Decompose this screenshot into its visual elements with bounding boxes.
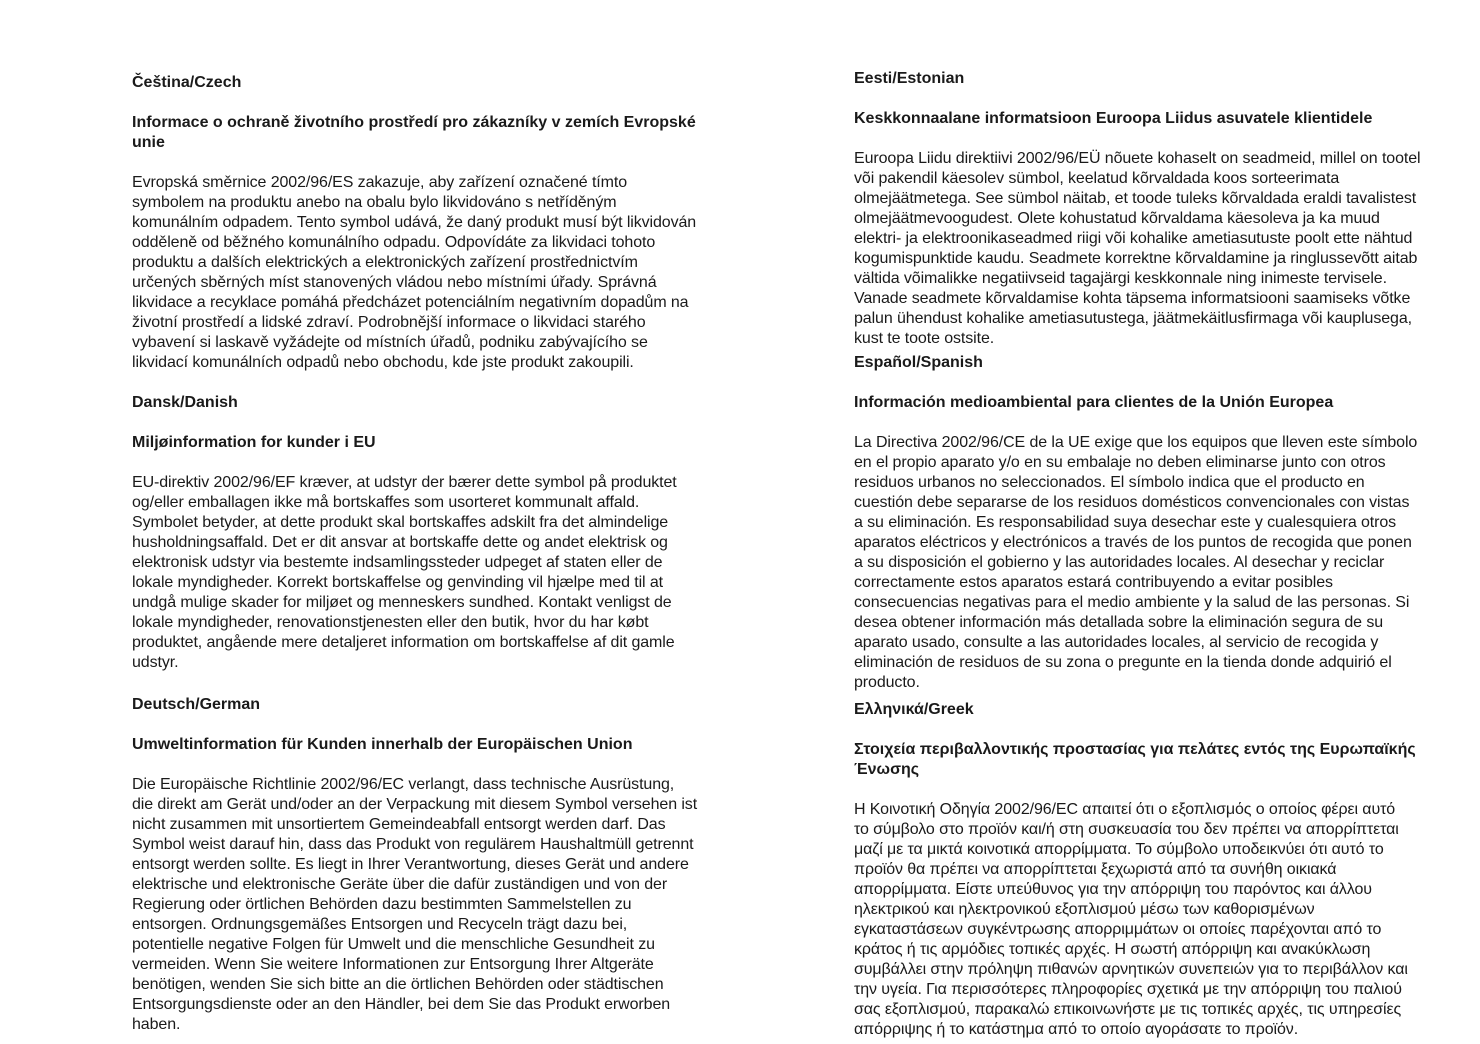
language-title: Dansk/Danish <box>132 394 238 411</box>
section-body: Euroopa Liidu direktiivi 2002/96/EÜ nõuete kohaselt on seadmeid, millel on tootel või pakendil käesolev sümbol, keelatud kõrvaldada koos sorteerimata olmejäätmetega. See sümbol näitab, et toode tuleks kõrvaldada eraldi tavalistest olmejäätmevoogudest. Olete kohustatud kõrvaldama käesoleva ja ka muud elektri- ja elektroonikaseadmed riigi või kohalike ametiasutuste poolt ette nähtud kogumispunktide kaudu. Seadmete korrektne kõrvaldamine ja ringlussevõtt aitab vältida võimalikke negatiivseid tagajärgi keskkonnale ning inimeste tervisele. Vanade seadmete kõrvaldamise kohta täpsema informatsiooni saamiseks võtke palun ühendust kohalike ametiasutustega, jäätmekäitlusfirmaga või kauplusega, kust te toote ostsite. <box>854 150 1421 347</box>
language-title: Deutsch/German <box>132 696 261 713</box>
section-heading: Informace o ochraně životního prostředí pro zákazníky v zemích Evropské unie <box>132 114 696 151</box>
section-spanish <box>854 353 1480 693</box>
language-title: Ελληνικά/Greek <box>854 701 974 718</box>
section-estonian <box>854 69 1480 349</box>
section-heading: Miljøinformation for kunder i EU <box>132 434 376 451</box>
section-body: La Directiva 2002/96/CE de la UE exige que los equipos que lleven este símbolo en el propio aparato y/o en su embalaje no deben eliminarse junto con otros residuos urbanos no seleccionados. El símbolo indica que el producto en cuestión debe separarse de los residuos domésticos convencionales con vistas a su eliminación. Es responsabilidad suya desechar este y cualesquiera otros aparatos eléctricos y electrónicos a través de los puntos de recogida que ponen a su disposición el gobierno y las autoridades locales. Al desechar y reciclar correctamente estos aparatos estará contribuyendo a evitar posibles consecuencias negativas para el medio ambiente y la salud de las personas. Si desea obtener información más detallada sobre la eliminación segura de su aparato usado, consulte a las autoridades locales, al servicio de recogida y eliminación de residuos de su zona o pregunte en la tienda donde adquirió el producto. <box>854 434 1418 691</box>
section-czech <box>132 73 760 373</box>
section-body: Evropská směrnice 2002/96/ES zakazuje, aby zařízení označené tímto symbolem na produktu anebo na obalu bylo likvidováno s netříděným komunálním odpadem. Tento symbol udává, že daný produkt musí být likvidován odděleně od běžného komunálního odpadu. Odpovídáte za likvidaci tohoto produktu a dalších elektrických a elektronických zařízení prostřednictvím určených sběrných míst stanovených vládou nebo místními úřady. Správná likvidace a recyklace pomáhá předcházet potenciálním negativním dopadům na životní prostředí a lidské zdraví. Podrobnější informace o likvidaci starého vybavení si laskavě vyžádejte od místních úřadů, podniku zabývajícího se likvidací komunálních odpadů nebo obchodu, kde jste produkt zakoupili. <box>132 174 697 371</box>
section-heading: Στοιχεία περιβαλλοντικής προστασίας για πελάτες εντός της Ευρωπαϊκής Ένωσης <box>854 741 1416 778</box>
section-greek <box>854 700 1480 1040</box>
language-title: Eesti/Estonian <box>854 70 965 87</box>
section-body: EU-direktiv 2002/96/EF kræver, at udstyr der bærer dette symbol på produktet og/eller emballagen ikke må bortskaffes som usorteret kommunalt affald. Symbolet betyder, at dette produkt skal bortskaffes adskilt fra det almindelige husholdningsaffald. Det er dit ansvar at bortskaffe dette og andet elektrisk og elektronisk udstyr via bestemte indsamlingssteder udpeget af staten eller de lokale myndigheder. Korrekt bortskaffelse og genvinding vil hjælpe med til at undgå mulige skader for miljøet og menneskers sundhed. Kontakt venligst de lokale myndigheder, renovationstjenesten eller den butik, hvor du har købt produktet, angående mere detaljeret information om bortskaffelse af dit gamle udstyr. <box>132 474 677 671</box>
section-heading: Información medioambiental para clientes de la Unión Europea <box>854 394 1334 411</box>
section-heading: Umweltinformation für Kunden innerhalb der Europäischen Union <box>132 736 633 753</box>
section-body: Η Κοινοτική Οδηγία 2002/96/EC απαιτεί ότι ο εξοπλισμός ο οποίος φέρει αυτό το σύμβολο στο προϊόν και/ή στη συσκευασία του δεν πρέπει να απορρίπτεται μαζί με τα μικτά κοινοτικά απορρίμματα. Το σύμβολο υποδεικνύει ότι αυτό το προϊόν θα πρέπει να απορρίπτεται ξεχωριστά από τα συνήθη οικιακά απορρίμματα. Είστε υπεύθυνος για την απόρριψη του παρόντος και άλλου ηλεκτρικού και ηλεκτρονικού εξοπλισμού μέσω των καθορισμένων εγκαταστάσεων συγκέντρωσης απορριμμάτων οι οποίες παρέχονται από το κράτος ή τις αρμόδιες τοπικές αρχές. Η σωστή απόρριψη και ανακύκλωση συμβάλλει στην πρόληψη πιθανών αρνητικών συνεπειών για το περιβάλλον και την υγεία. Για περισσότερες πληροφορίες σχετικά με την απόρριψη του παλιού σας εξοπλισμού, παρακαλώ επικοινωνήστε με τις τοπικές αρχές, τις υπηρεσίες απόρριψης ή το κατάστημα από το οποίο αγοράσατε το προϊόν. <box>854 801 1408 1038</box>
section-body: Die Europäische Richtlinie 2002/96/EC verlangt, dass technische Ausrüstung, die direkt am Gerät und/oder an der Verpackung mit diesem Symbol versehen ist nicht zusammen mit unsortiertem Gemeindeabfall entsorgt werden darf. Das Symbol weist darauf hin, dass das Produkt von regulärem Haushaltmüll getrennt entsorgt werden sollte. Es liegt in Ihrer Verantwortung, dieses Gerät und andere elektrische und elektronische Geräte über die dafür zuständigen und von der Regierung oder örtlichen Behörden dazu bestimmten Sammelstellen zu entsorgen. Ordnungsgemäßes Entsorgen und Recyceln trägt dazu bei, potentielle negative Folgen für Umwelt und die menschliche Gesundheit zu vermeiden. Wenn Sie weitere Informationen zur Entsorgung Ihrer Altgeräte benötigen, wenden Sie sich bitte an die örtlichen Behörden oder städtischen Entsorgungsdienste oder an den Händler, bei dem Sie das Produkt erworben haben. <box>132 776 698 1033</box>
section-danish <box>132 393 760 673</box>
section-german <box>132 695 760 1035</box>
language-title: Čeština/Czech <box>132 74 242 91</box>
language-title: Español/Spanish <box>854 354 983 371</box>
section-heading: Keskkonnaalane informatsioon Euroopa Liidus asuvatele klientidele <box>854 110 1373 127</box>
